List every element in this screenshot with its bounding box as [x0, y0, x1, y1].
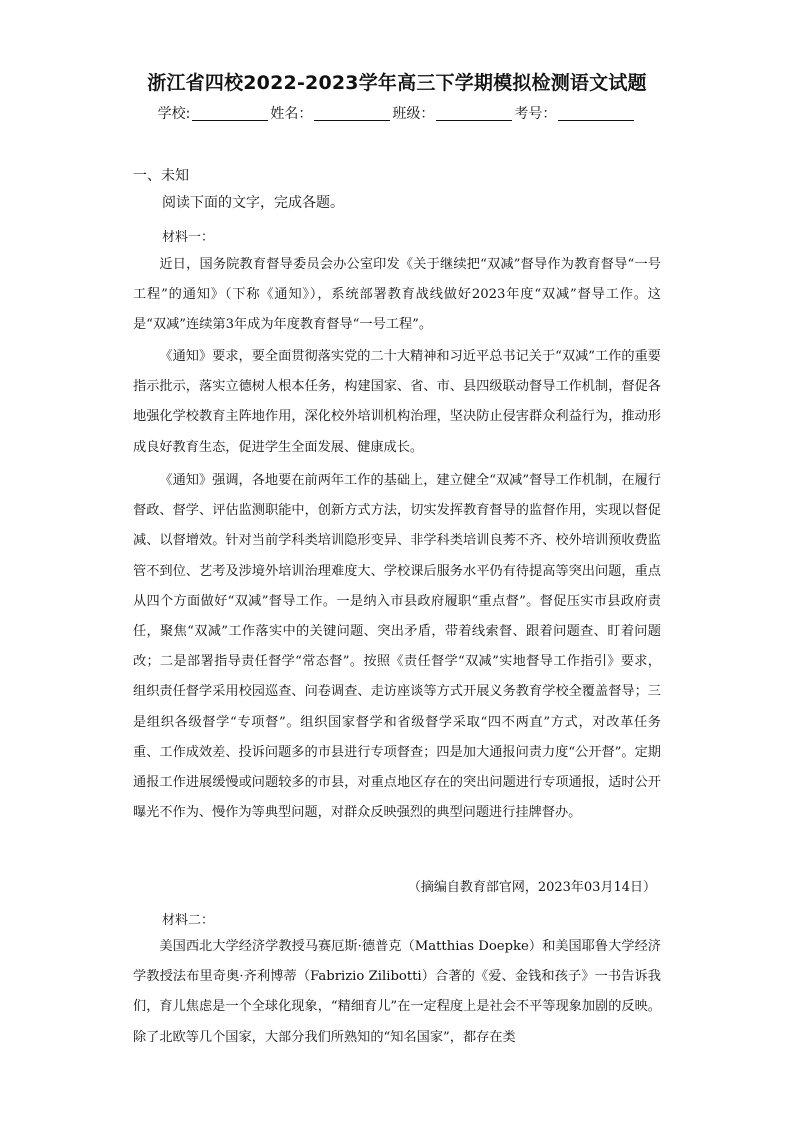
- material-one-source: （摘编自教育部官网，2023年03月14日）: [407, 880, 656, 895]
- instruction-text: 阅读下面的文字，完成各题。: [162, 195, 344, 211]
- class-label: 班级：: [392, 106, 435, 122]
- school-blank[interactable]: [192, 106, 268, 121]
- school-label: 学校:: [157, 106, 191, 122]
- exam-number-blank[interactable]: [558, 106, 634, 121]
- name-label: 姓名：: [270, 106, 313, 122]
- section-heading: 一、未知: [133, 168, 189, 184]
- material-one-paragraph-1: 近日，国务院教育督导委员会办公室印发《关于继续把“双减”督导作为教育督导“一号工程”的通知》（下称《通知》），系统部署教育战线做好2023年度“双减”督导工作。这是“双减”连续第3年成为年度教育督导“一号工程”。: [133, 257, 661, 333]
- material-one-label: 材料一：: [162, 230, 215, 245]
- material-two-label: 材料二：: [162, 913, 215, 928]
- name-blank[interactable]: [314, 106, 390, 121]
- material-one-paragraph-2: 《通知》要求，要全面贯彻落实党的二十大精神和习近平总书记关于“双减”工作的重要指示批示，落实立德树人根本任务，构建国家、省、市、县四级联动督导工作机制，督促各地强化学校教育主阵地作用，深化校外培训机构治理，坚决防止侵害群众利益行为，推动形成良好教育生态，促进学生全面发展、健康成长。: [133, 349, 661, 455]
- exam-number-label: 考号：: [514, 106, 557, 122]
- class-blank[interactable]: [436, 106, 512, 121]
- material-one-paragraph-3: 《通知》强调，各地要在前两年工作的基础上，建立健全“双减”督导工作机制，在履行督政、督学、评估监测职能中，创新方式方法，切实发挥教育督导的监督作用，实现以督促减、以督增效。针对当前学科类培训隐形变异、非学科类培训良莠不齐、校外培训预收费监管不到位、艺考及涉境外培训治理难度大、学校课后服务水平仍有待提高等突出问题，重点从四个方面做好“双减”督导工作。一是纳入市县政府履职“重点督”。督促压实市县政府责任，聚焦“双减”工作落实中的关键问题、突出矛盾，带着线索督、跟着问题查、盯着问题改；二是部署指导责任督学“常态督”。按照《责任督学“双减”实地督导工作指引》要求，组织责任督学采用校园巡查、问卷调查、走访座谈等方式开展义务教育学校全覆盖督导；三是组织各级督学“专项督”。组织国家督学和省级督学采取“四不两直”方式，对改革任务重、工作成效差、投诉问题多的市县进行专项督查；四是加大通报问责力度“公开督”。定期通报工作进展缓慢或问题较多的市县，对重点地区存在的突出问题进行专项通报，适时公开曝光不作为、慢作为等典型问题，对群众反映强烈的典型问题进行挂牌督办。: [133, 473, 661, 821]
- exam-title: 浙江省四校2022-2023学年高三下学期模拟检测语文试题: [147, 72, 647, 94]
- student-info-line: [0, 103, 794, 123]
- material-two-paragraph-1: 美国西北大学经济学教授马赛厄斯·德普克（Matthias Doepke）和美国耶鲁大学经济学教授法布里奇奥·齐利博蒂（Fabrizio Zilibotti）合著的《爱、金钱和孩子》一书告诉我们，育儿焦虑是一个全球化现象，“精细育儿”在一定程度上是社会不平等现象加剧的反映。除了北欧等几个国家，大部分我们所熟知的“知名国家”，都存在类: [133, 939, 661, 1045]
